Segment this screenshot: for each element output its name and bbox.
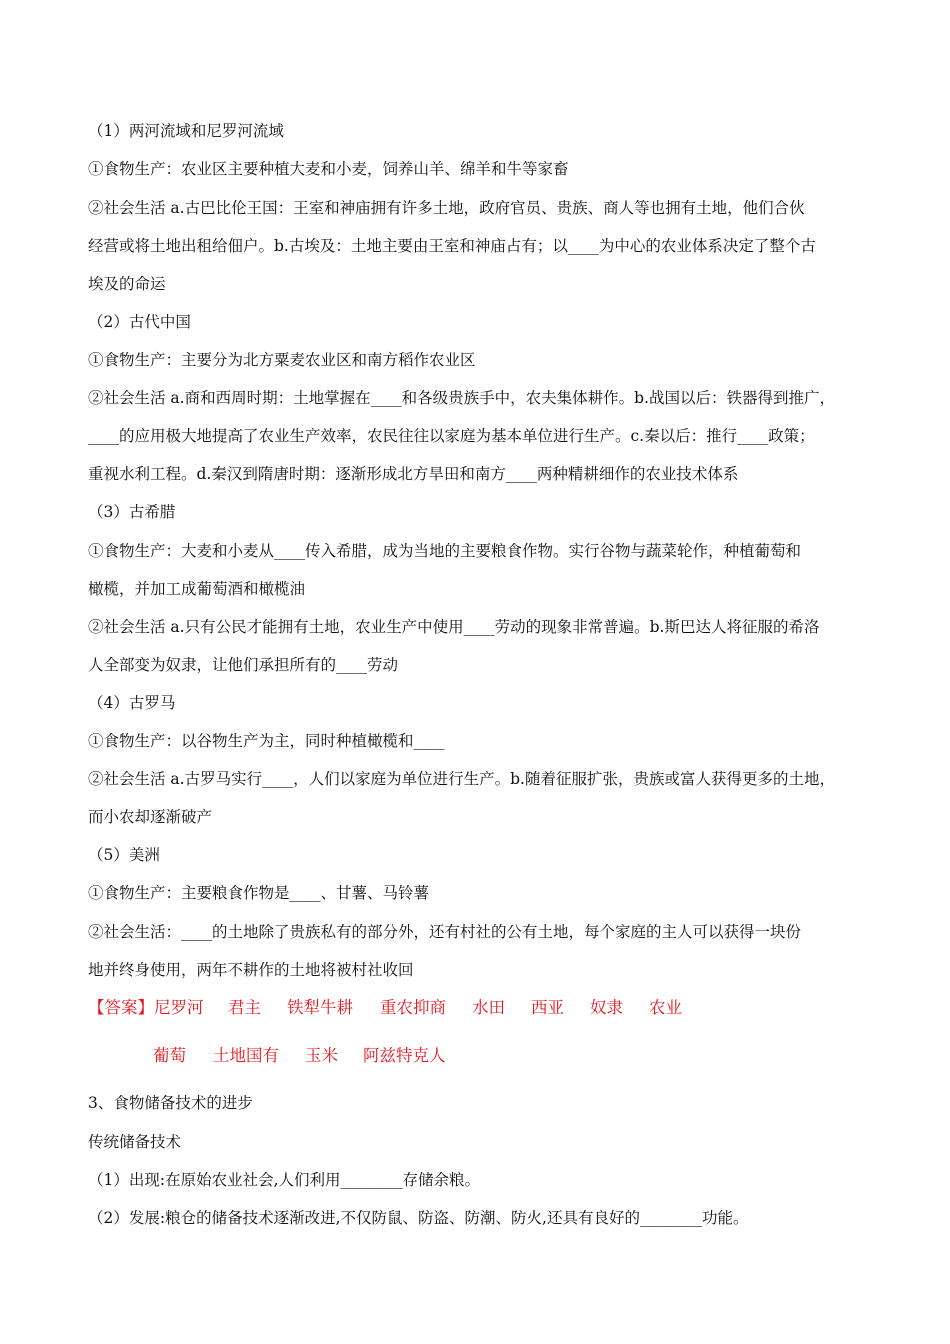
heading-mesopotamia-egypt: （1）两河流域和尼罗河流域 — [88, 122, 284, 140]
china-life-line3: 重视水利工程。d.秦汉到隋唐时期：逐渐形成北方旱田和南方____两种精耕细作的农业技术体系 — [88, 465, 739, 483]
answer-item: 土地国有 — [213, 1046, 279, 1065]
section3-point2: （2）发展:粮仓的储备技术逐渐改进,不仅防鼠、防盗、防潮、防火,还具有良好的________功能。 — [88, 1209, 749, 1227]
rome-life-line2: 而小农却逐渐破产 — [88, 808, 213, 826]
answer-row-1 — [88, 997, 209, 1019]
answer-item: 尼罗河 — [154, 998, 204, 1017]
answer-item: 西亚 — [531, 998, 564, 1017]
greece-food-line2: 橄榄，并加工成葡萄酒和橄榄油 — [88, 580, 306, 598]
answer-item: 水田 — [472, 998, 505, 1017]
answer-item: 铁犁牛耕 — [287, 998, 353, 1017]
china-food: ①食物生产：主要分为北方粟麦农业区和南方稻作农业区 — [88, 351, 476, 369]
answer-item: 阿兹特克人 — [363, 1046, 446, 1065]
americas-food: ①食物生产：主要粮食作物是____、甘薯、马铃薯 — [88, 884, 430, 902]
answer-item: 奴隶 — [590, 998, 623, 1017]
mesopotamia-life-line1: ②社会生活 a.古巴比伦王国：王室和神庙拥有许多土地，政府官员、贵族、商人等也拥有土地，他们合伙 — [88, 199, 805, 217]
section3-point1: （1）出现:在原始农业社会,人们利用________存储余粮。 — [88, 1171, 481, 1189]
china-life-line1: ②社会生活 a.商和西周时期：土地掌握在____和各级贵族手中，农夫集体耕作。b.战国以后：铁器得到推广， — [88, 389, 835, 407]
mesopotamia-life-line3: 埃及的命运 — [88, 275, 166, 293]
heading-americas: （5）美洲 — [88, 846, 160, 864]
greece-life-line1: ②社会生活 a.只有公民才能拥有土地，农业生产中使用____劳动的现象非常普遍。b.斯巴达人将征服的希洛 — [88, 618, 820, 636]
answer-item: 葡萄 — [153, 1046, 186, 1065]
china-life-line2: ____的应用极大地提高了农业生产效率，农民往往以家庭为基本单位进行生产。c.秦以后：推行____政策； — [88, 427, 815, 445]
greece-life-line2: 人全部变为奴隶，让他们承担所有的____劳动 — [88, 656, 399, 674]
americas-life-line2: 地并终身使用，两年不耕作的土地将被村社收回 — [88, 961, 414, 979]
rome-food: ①食物生产：以谷物生产为主，同时种植橄榄和____ — [88, 732, 445, 750]
answer-item: 重农抑商 — [380, 998, 446, 1017]
heading-ancient-rome: （4）古罗马 — [88, 694, 176, 712]
mesopotamia-life-line2: 经营或将土地出租给佃户。b.古埃及：土地主要由王室和神庙占有；以____为中心的农业体系决定了整个古 — [88, 237, 816, 255]
mesopotamia-food: ①食物生产：农业区主要种植大麦和小麦，饲养山羊、绵羊和牛等家畜 — [88, 160, 569, 178]
answer-item: 玉米 — [305, 1046, 338, 1065]
answer-prefix: 【答案】 — [88, 998, 154, 1017]
heading-ancient-china: （2）古代中国 — [88, 313, 191, 331]
greece-food-line1: ①食物生产：大麦和小麦从____传入希腊，成为当地的主要粮食作物。实行谷物与蔬菜轮作，种植葡萄和 — [88, 542, 802, 560]
answer-item: 君主 — [228, 998, 261, 1017]
heading-ancient-greece: （3）古希腊 — [88, 503, 176, 521]
section3-title: 3、食物储备技术的进步 — [88, 1094, 253, 1112]
americas-life-line1: ②社会生活：____的土地除了贵族私有的部分外，还有村社的公有土地，每个家庭的主人可以获得一块份 — [88, 923, 802, 941]
rome-life-line1: ②社会生活 a.古罗马实行____，人们以家庭为单位进行生产。b.随着征服扩张，贵族或富人获得更多的土地， — [88, 770, 835, 788]
section3-subtitle: 传统储备技术 — [88, 1133, 182, 1151]
answer-item: 农业 — [649, 998, 682, 1017]
